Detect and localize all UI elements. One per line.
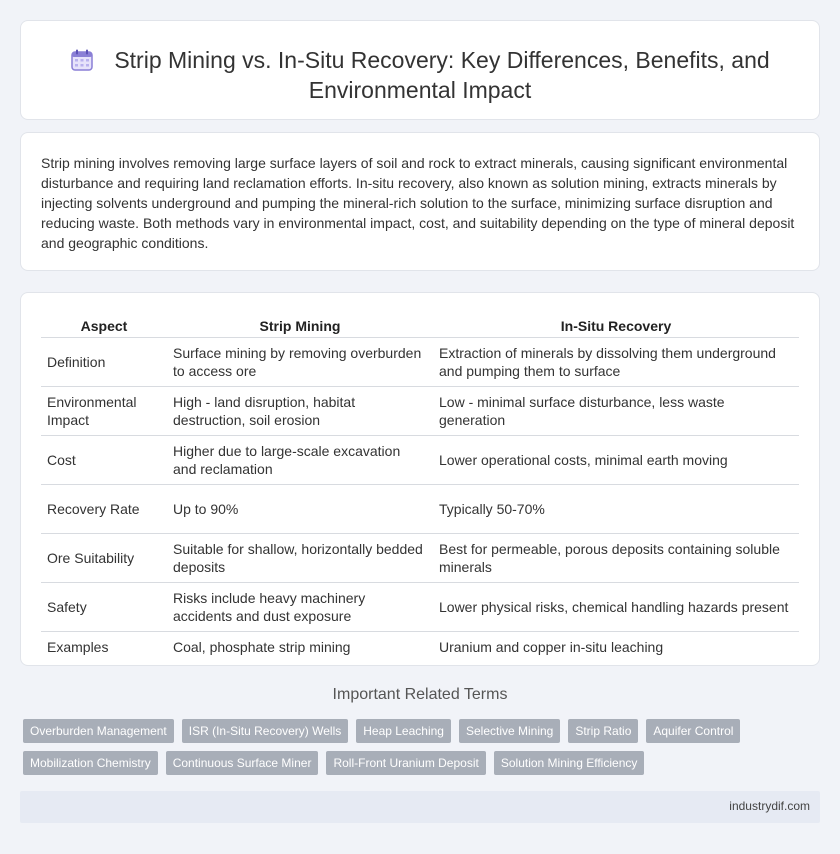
strip-mining-cell: Risks include heavy machinery accidents and dust exposure <box>167 582 433 631</box>
related-terms-heading: Important Related Terms <box>332 686 508 703</box>
tag-continuous-surface-miner[interactable]: Continuous Surface Miner <box>166 751 319 775</box>
calendar-icon <box>70 49 94 71</box>
in-situ-cell: Lower physical risks, chemical handling hazards present <box>433 582 799 631</box>
table-row <box>41 435 799 484</box>
related-terms-list <box>23 719 823 775</box>
aspect-cell: Environmental Impact <box>41 386 167 435</box>
tag-isr-wells[interactable]: ISR (In-Situ Recovery) Wells <box>182 719 348 743</box>
header-aspect: Aspect <box>41 315 167 337</box>
aspect-cell: Ore Suitability <box>41 533 167 582</box>
tag-overburden-management[interactable]: Overburden Management <box>23 719 174 743</box>
tag-roll-front-uranium-deposit[interactable]: Roll-Front Uranium Deposit <box>326 751 485 775</box>
table-row <box>41 386 799 435</box>
strip-mining-cell: Surface mining by removing overburden to access ore <box>167 337 433 386</box>
intro-card <box>20 132 820 271</box>
strip-mining-cell: Higher due to large-scale excavation and reclamation <box>167 435 433 484</box>
aspect-cell: Cost <box>41 435 167 484</box>
footer-site-link[interactable]: industrydif.com <box>729 799 810 813</box>
title-card <box>20 20 820 120</box>
table-row <box>41 582 799 631</box>
in-situ-cell: Low - minimal surface disturbance, less waste generation <box>433 386 799 435</box>
tag-mobilization-chemistry[interactable]: Mobilization Chemistry <box>23 751 158 775</box>
table-row <box>41 484 799 533</box>
in-situ-cell: Uranium and copper in-situ leaching <box>439 638 664 655</box>
in-situ-cell: Extraction of minerals by dissolving them underground and pumping them to surface <box>433 337 799 386</box>
strip-mining-cell: Up to 90% <box>167 484 433 533</box>
table-row <box>41 533 799 582</box>
aspect-cell: Safety <box>41 582 167 631</box>
intro-paragraph: Strip mining involves removing large surface layers of soil and rock to extract minerals, causing significant environmental disturbance and requiring land reclamation efforts. In-situ recovery, also known as solution mining, extracts minerals by injecting solvents underground and pumping the mineral-rich solution to the surface, minimizing surface disruption and reducing waste. Both methods vary in environmental impact, cost, and suitability depending on the type of mineral deposit and geographic conditions. <box>41 155 795 251</box>
aspect-cell: Recovery Rate <box>41 484 167 533</box>
page-title-wrapper <box>61 45 779 105</box>
page-title: Strip Mining vs. In-Situ Recovery: Key Differences, Benefits, and Environmental Impact <box>114 47 770 103</box>
in-situ-cell: Lower operational costs, minimal earth moving <box>433 435 799 484</box>
footer <box>20 791 820 823</box>
strip-mining-cell: Suitable for shallow, horizontally bedded deposits <box>167 533 433 582</box>
aspect-cell: Examples <box>47 638 109 655</box>
table-row <box>41 631 799 662</box>
aspect-cell: Definition <box>41 337 167 386</box>
tag-heap-leaching[interactable]: Heap Leaching <box>356 719 451 743</box>
in-situ-cell: Best for permeable, porous deposits containing soluble minerals <box>433 533 799 582</box>
table-header-row <box>41 315 799 337</box>
tag-aquifer-control[interactable]: Aquifer Control <box>646 719 740 743</box>
tag-selective-mining[interactable]: Selective Mining <box>459 719 560 743</box>
in-situ-cell: Typically 50-70% <box>433 484 799 533</box>
comparison-card <box>20 292 820 666</box>
strip-mining-cell: Coal, phosphate strip mining <box>173 638 351 655</box>
tag-solution-mining-efficiency[interactable]: Solution Mining Efficiency <box>494 751 645 775</box>
table-row <box>41 337 799 386</box>
tag-strip-ratio[interactable]: Strip Ratio <box>568 719 638 743</box>
header-in-situ-recovery: In-Situ Recovery <box>433 315 799 337</box>
comparison-table <box>41 315 799 662</box>
header-strip-mining: Strip Mining <box>167 315 433 337</box>
strip-mining-cell: High - land disruption, habitat destruction, soil erosion <box>167 386 433 435</box>
